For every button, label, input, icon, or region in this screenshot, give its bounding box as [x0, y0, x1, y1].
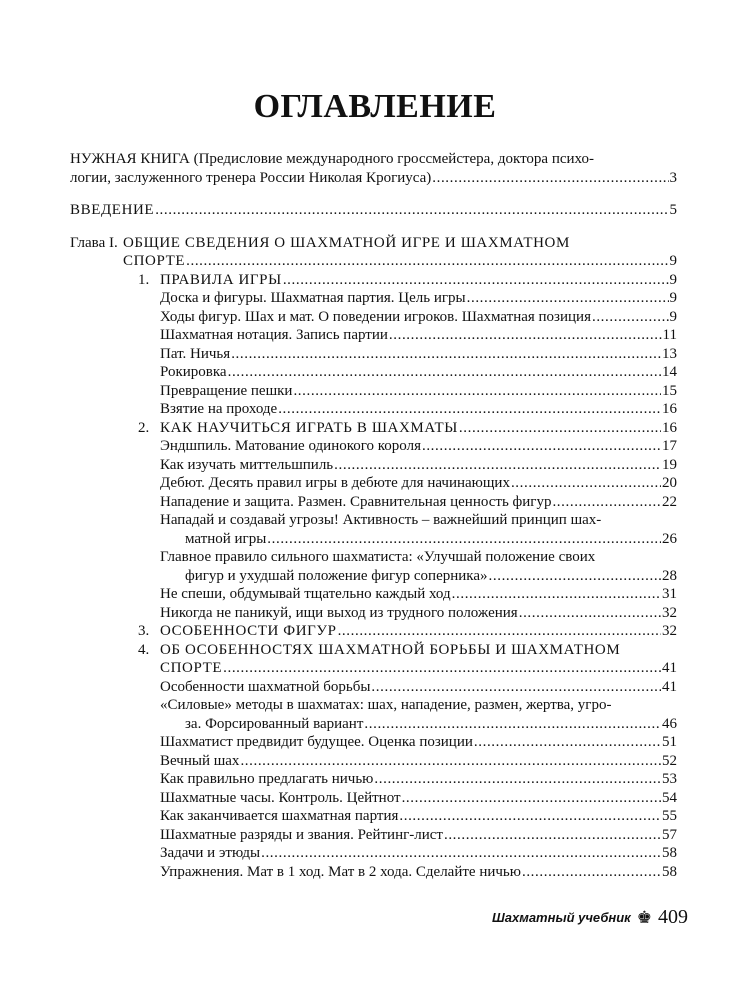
toc-line — [160, 659, 677, 678]
toc-subitem — [0, 844, 750, 863]
toc-line — [160, 326, 677, 345]
toc-text: Шахматная нотация. Запись партии — [160, 327, 388, 343]
toc-line — [160, 271, 677, 290]
toc-section — [0, 622, 750, 641]
toc-line — [160, 363, 677, 382]
leader-dots — [283, 271, 669, 290]
toc-entry-chapter — [0, 234, 750, 271]
toc-text: за. Форсированный вариант — [185, 715, 364, 732]
toc-text: КАК НАУЧИТЬСЯ ИГРАТЬ В ШАХМАТЫ — [160, 419, 458, 436]
leader-dots — [467, 289, 669, 308]
toc-text: Как правильно предлагать ничью — [160, 771, 374, 787]
toc-line — [160, 641, 677, 660]
toc-line — [70, 150, 677, 169]
toc-text: «Силовые» методы в шахматах: шах, нападение, размен, жертва, угро- — [160, 697, 612, 713]
toc-line — [160, 696, 677, 715]
toc-line — [160, 826, 677, 845]
toc-line — [160, 493, 677, 512]
toc-subitem — [0, 863, 750, 882]
leader-dots — [432, 169, 668, 188]
toc-text: Превращение пешки — [160, 382, 293, 399]
toc-page-number: 11 — [662, 327, 677, 343]
toc-line — [160, 567, 677, 586]
page-title: ОГЛАВЛЕНИЕ — [253, 88, 497, 125]
leader-dots — [186, 252, 668, 271]
toc-line — [160, 678, 677, 697]
toc-text: Эндшпиль. Матование одинокого короля — [160, 438, 421, 454]
toc-page-number: 41 — [662, 678, 677, 695]
toc-line — [160, 770, 677, 789]
section-number: 2. — [138, 419, 150, 436]
leader-dots — [389, 326, 662, 345]
toc-page-number: 9 — [669, 271, 677, 288]
toc-page-number: 22 — [662, 493, 677, 510]
toc-line — [160, 585, 677, 604]
toc-entry-preface — [0, 150, 750, 187]
toc-line — [160, 752, 677, 771]
toc-section — [0, 271, 750, 290]
page-number: 409 — [658, 906, 688, 928]
toc-line — [160, 456, 677, 475]
toc-line — [160, 289, 677, 308]
toc-line — [160, 419, 677, 438]
leader-dots — [519, 604, 661, 623]
toc-text: Доска и фигуры. Шахматная партия. Цель игры — [160, 290, 466, 306]
toc-text: Дебют. Десять правил игры в дебюте для начинающих — [160, 475, 510, 491]
toc-subitem — [0, 585, 750, 604]
toc-page-number: 32 — [662, 623, 677, 639]
toc-text: ОБЩИЕ СВЕДЕНИЯ О ШАХМАТНОЙ ИГРЕ И ШАХМАТНОМ — [123, 234, 570, 251]
toc-subitem — [0, 826, 750, 845]
toc-text: НУЖНАЯ КНИГА (Предисловие международного гроссмейстера, доктора психо- — [70, 151, 594, 167]
toc-text: Нападай и создавай угрозы! Активность – важнейший принцип шах- — [160, 512, 602, 528]
leader-dots — [592, 308, 669, 327]
toc-text: Особенности шахматной борьбы — [160, 678, 371, 695]
toc-line — [160, 789, 677, 808]
toc-subitem — [0, 511, 750, 548]
toc-page-number: 26 — [662, 530, 677, 547]
toc-page-number: 16 — [662, 401, 677, 417]
toc-subitem — [0, 789, 750, 808]
toc-text: Шахматные часы. Контроль. Цейтнот — [160, 789, 401, 806]
toc-text: СПОРТЕ — [160, 660, 223, 676]
leader-dots — [374, 770, 661, 789]
leader-dots — [267, 530, 661, 549]
toc-line — [160, 511, 677, 530]
leader-dots — [452, 585, 661, 604]
leader-dots — [402, 789, 661, 808]
leader-dots — [422, 437, 661, 456]
toc-line — [160, 400, 677, 419]
toc-subitem — [0, 696, 750, 733]
toc-page-number: 16 — [662, 419, 677, 436]
leader-dots — [223, 659, 661, 678]
leader-dots — [511, 474, 661, 493]
toc-subitem — [0, 733, 750, 752]
toc-page-number: 41 — [662, 660, 677, 676]
toc-page-number: 9 — [669, 290, 677, 306]
table-of-contents — [0, 150, 750, 881]
toc-line — [70, 201, 677, 220]
toc-page-number: 9 — [669, 308, 677, 325]
toc-line — [160, 604, 677, 623]
toc-subitem — [0, 363, 750, 382]
leader-dots — [459, 419, 661, 438]
toc-sections — [0, 271, 750, 882]
toc-page-number: 54 — [662, 789, 677, 806]
toc-text: Упражнения. Мат в 1 ход. Мат в 2 хода. Сделайте ничью — [160, 863, 521, 880]
leader-dots — [552, 493, 661, 512]
toc-page-number: 20 — [662, 475, 677, 491]
section-number: 1. — [138, 271, 150, 288]
leader-dots — [240, 752, 661, 771]
toc-text: Взятие на проходе — [160, 401, 278, 417]
leader-dots — [261, 844, 661, 863]
toc-line — [160, 715, 677, 734]
toc-page-number: 51 — [662, 734, 677, 750]
toc-subitem — [0, 474, 750, 493]
toc-page-number: 19 — [662, 456, 677, 473]
toc-text: Никогда не паникуй, ищи выход из трудного положения — [160, 604, 518, 621]
toc-page-number: 15 — [662, 382, 677, 399]
toc-text: ВВЕДЕНИЕ — [70, 202, 155, 218]
section-number: 3. — [138, 623, 150, 639]
toc-line — [70, 169, 677, 188]
toc-page-number: 28 — [662, 567, 677, 584]
toc-subitem — [0, 493, 750, 512]
toc-subitem — [0, 807, 750, 826]
leader-dots — [334, 456, 661, 475]
toc-subitem — [0, 345, 750, 364]
toc-page-number: 14 — [662, 364, 677, 380]
leader-dots — [371, 678, 661, 697]
toc-subitem — [0, 382, 750, 401]
toc-line — [160, 530, 677, 549]
toc-line — [160, 733, 677, 752]
section-number: 4. — [138, 641, 150, 658]
toc-text: СПОРТЕ — [123, 253, 186, 269]
toc-page-number: 57 — [662, 826, 677, 843]
toc-line — [160, 308, 677, 327]
toc-line — [160, 863, 677, 882]
leader-dots — [155, 201, 668, 220]
toc-text: Нападение и защита. Размен. Сравнительная ценность фигур — [160, 493, 552, 510]
toc-text: Главное правило сильного шахматиста: «Улучшай положение своих — [160, 549, 596, 565]
toc-page-number: 5 — [669, 202, 677, 218]
toc-text: Шахматист предвидит будущее. Оценка позиции — [160, 734, 473, 750]
toc-page-number: 58 — [662, 863, 677, 880]
toc-line — [160, 474, 677, 493]
leader-dots — [522, 863, 661, 882]
leader-dots — [293, 382, 661, 401]
toc-subitem — [0, 400, 750, 419]
toc-line — [160, 548, 677, 567]
toc-subitem — [0, 678, 750, 697]
footer-label: Шахматный учебник — [492, 910, 631, 925]
toc-page-number: 13 — [662, 345, 677, 362]
toc-page-number: 58 — [662, 845, 677, 861]
toc-page-number: 55 — [662, 808, 677, 824]
toc-text: Как заканчивается шахматная партия — [160, 808, 399, 824]
leader-dots — [474, 733, 661, 752]
toc-line — [160, 807, 677, 826]
toc-subitem — [0, 548, 750, 585]
leader-dots — [231, 345, 661, 364]
toc-line — [123, 252, 677, 271]
toc-page-number: 53 — [662, 771, 677, 787]
toc-subitem — [0, 326, 750, 345]
toc-text: Пат. Ничья — [160, 345, 231, 362]
toc-text: Задачи и этюды — [160, 845, 261, 861]
toc-section — [0, 641, 750, 678]
toc-page-number: 17 — [662, 438, 677, 454]
toc-line — [160, 437, 677, 456]
toc-page-number: 31 — [662, 586, 677, 602]
leader-dots — [278, 400, 661, 419]
leader-dots — [399, 807, 661, 826]
leader-dots — [338, 622, 661, 641]
toc-text: Ходы фигур. Шах и мат. О поведении игроков. Шахматная позиция — [160, 308, 591, 325]
toc-text: фигур и ухудшай положение фигур соперника» — [185, 567, 488, 584]
toc-page-number: 46 — [662, 715, 677, 732]
toc-subitem — [0, 308, 750, 327]
toc-text: Как изучать миттельшпиль — [160, 456, 334, 473]
leader-dots — [228, 363, 661, 382]
toc-line — [160, 844, 677, 863]
toc-text: Вечный шах — [160, 752, 240, 769]
toc-text: ОБ ОСОБЕННОСТЯХ ШАХМАТНОЙ БОРЬБЫ И ШАХМАТНОМ — [160, 641, 621, 658]
toc-text: ОСОБЕННОСТИ ФИГУР — [160, 623, 337, 639]
toc-text: ПРАВИЛА ИГРЫ — [160, 271, 282, 288]
toc-subitem — [0, 770, 750, 789]
toc-subitem — [0, 437, 750, 456]
chess-king-icon: ♚ — [636, 908, 652, 927]
toc-subitem — [0, 604, 750, 623]
toc-text: Не спеши, обдумывай тщательно каждый ход — [160, 586, 451, 602]
leader-dots — [489, 567, 661, 586]
toc-text: матной игры — [185, 530, 267, 547]
toc-entry-intro — [0, 201, 750, 220]
toc-page-number: 32 — [662, 604, 677, 621]
toc-line — [123, 234, 677, 253]
toc-text: Шахматные разряды и звания. Рейтинг-лист — [160, 826, 443, 843]
toc-subitem — [0, 752, 750, 771]
toc-page-number: 52 — [662, 752, 677, 769]
toc-section — [0, 419, 750, 438]
toc-page-number: 9 — [669, 253, 677, 269]
toc-line — [160, 382, 677, 401]
leader-dots — [364, 715, 661, 734]
leader-dots — [444, 826, 661, 845]
toc-text: Рокировка — [160, 364, 227, 380]
toc-subitem — [0, 456, 750, 475]
toc-text: логии, заслуженного тренера России Николая Крогиуса) — [70, 169, 432, 186]
toc-line — [160, 345, 677, 364]
chapter-label: Глава I. — [70, 234, 118, 251]
toc-subitem — [0, 289, 750, 308]
page-footer — [492, 906, 688, 929]
toc-page-number: 3 — [669, 169, 677, 186]
toc-line — [160, 622, 677, 641]
